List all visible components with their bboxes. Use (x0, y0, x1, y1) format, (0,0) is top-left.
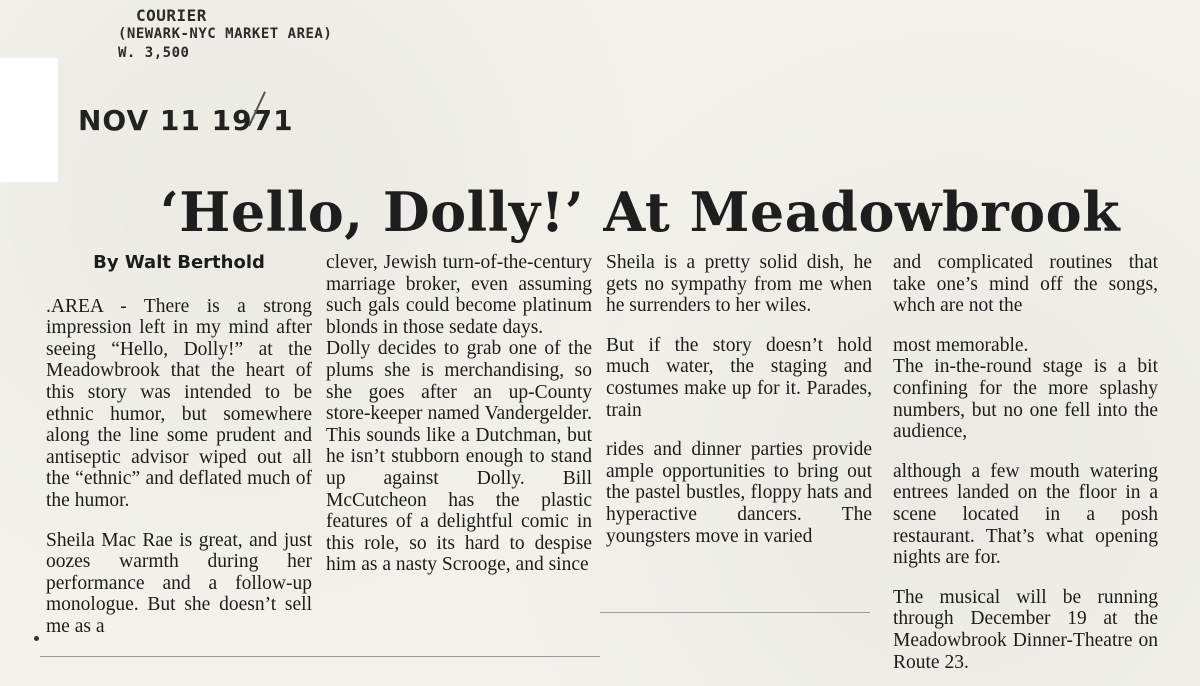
stamp-circulation: W. 3,500 (118, 45, 190, 61)
paragraph: although a few mouth watering entrees landed on the floor in a scene located in a posh restaurant. That’s what opening nights are for. (893, 460, 1158, 569)
clipping-date: NOV 11 1971 (78, 104, 294, 137)
paragraph: The in-the-round stage is a bit confining for the more splashy numbers, but no one fell into the audience, (893, 356, 1158, 443)
paragraph: rides and dinner parties provide ample opportunities to bring out the pastel bustles, floppy hats and hyperactive dancers. The youngsters move in varied (606, 439, 872, 547)
article-column-1 (46, 252, 312, 638)
paragraph: Sheila is a pretty solid dish, he gets no sympathy from me when he surrenders to her wiles. (606, 252, 872, 317)
article-byline: By Walt Berthold (93, 252, 265, 273)
bottom-rule (40, 656, 600, 657)
article-column-2 (326, 252, 592, 576)
paragraph: clever, Jewish turn-of-the-century marriage broker, even assuming such gals could become platinum blonds in those sedate days. (326, 252, 592, 338)
paragraph: Sheila Mac Rae is great, and just oozes warmth during her performance and a follow-up monologue. But she doesn’t sell me as a (46, 529, 312, 637)
paragraph: But if the story doesn’t hold much water, the staging and costumes make up for it. Parades, train (606, 334, 872, 421)
paragraph: Dolly decides to grab one of the plums she is merchandising, so she goes after an up-County store-keeper named Vandergelder. This sounds like a Dutchman, but he isn’t stubborn enough to stand up against Dolly. Bill McCutcheon has the plastic features of a delightful comic in this role, so its hard to despise him as a nasty Scrooge, and since (326, 338, 592, 576)
stamp-publication-name: COURIER (136, 6, 207, 25)
paragraph: and complicated routines that take one’s mind off the songs, whch are not the (893, 252, 1158, 317)
ink-dot (34, 636, 39, 641)
white-tape-strip (0, 58, 58, 182)
article-headline: ‘Hello, Dolly!’ At Meadowbrook (160, 180, 1121, 244)
paragraph: most memorable. (893, 334, 1029, 356)
paragraph: .AREA - There is a strong impression left in my mind after seeing “Hello, Dolly!” at the Meadowbrook that the heart of this story was intended to be ethnic humor, but somewhere along the line some prudent and antiseptic advisor wiped out all the “ethnic” and deflated much of the humor. (46, 295, 312, 511)
article-column-3 (606, 252, 872, 547)
article-column-4 (893, 252, 1158, 673)
column-rule (600, 612, 870, 613)
stamp-market-area: (NEWARK-NYC MARKET AREA) (118, 26, 333, 42)
publication-stamp (118, 6, 332, 63)
paragraph: The musical will be running through December 19 at the Meadowbrook Dinner-Theatre on Route 23. (893, 586, 1158, 673)
